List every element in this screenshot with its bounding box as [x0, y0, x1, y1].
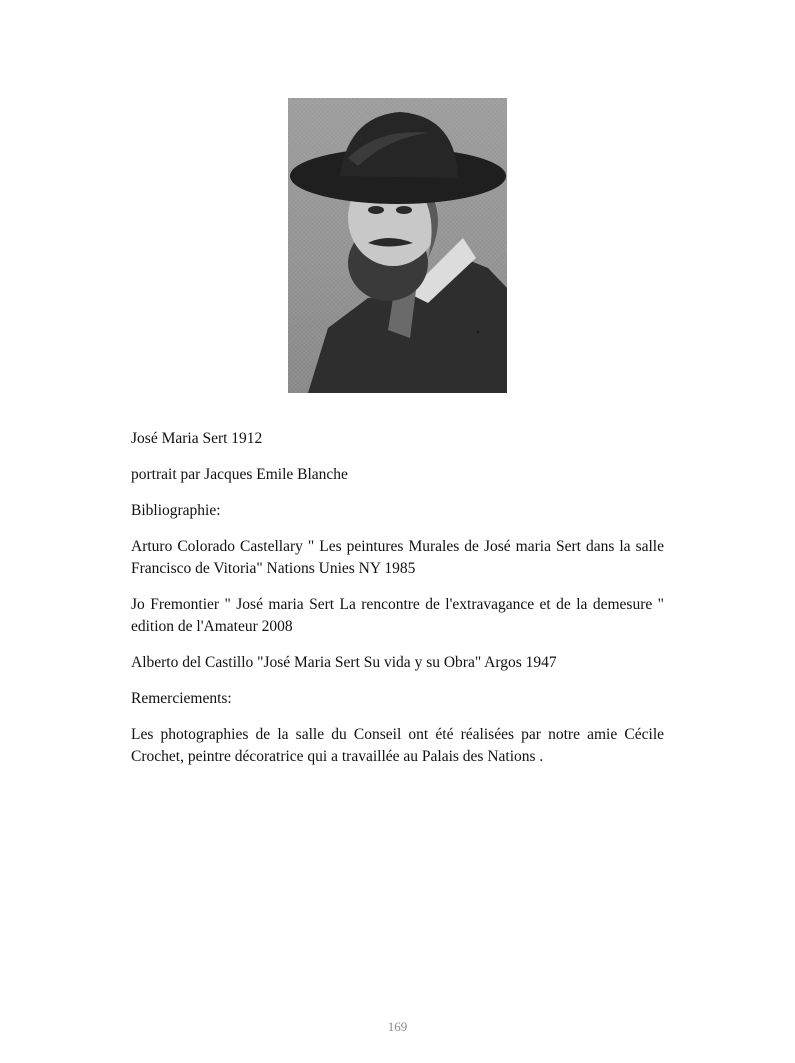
portrait-illustration	[288, 98, 507, 393]
page-number: 169	[387, 1019, 408, 1034]
bibliography-entry: Arturo Colorado Castellary " Les peintures Murales de José maria Sert dans la salle Francisco de Vitoria" Nations Unies NY 1985	[131, 538, 664, 577]
caption-title: José Maria Sert 1912	[131, 430, 263, 447]
acknowledgements-heading: Remerciements:	[131, 690, 232, 707]
document-body	[131, 428, 664, 782]
bibliography-heading: Bibliographie:	[131, 502, 221, 519]
bibliography-entry: Alberto del Castillo "José Maria Sert Su vida y su Obra" Argos 1947	[131, 654, 557, 671]
acknowledgements-text: Les photographies de la salle du Conseil ont été réalisées par notre amie Cécile Crochet, peintre décoratrice qui a travaillée au Palais des Nations .	[131, 726, 664, 765]
bibliography-entry: Jo Fremontier " José maria Sert La rencontre de l'extravagance et de la demesure " edition de l'Amateur 2008	[131, 596, 664, 635]
portrait-photo	[288, 98, 507, 393]
caption-credit: portrait par Jacques Emile Blanche	[131, 466, 348, 483]
